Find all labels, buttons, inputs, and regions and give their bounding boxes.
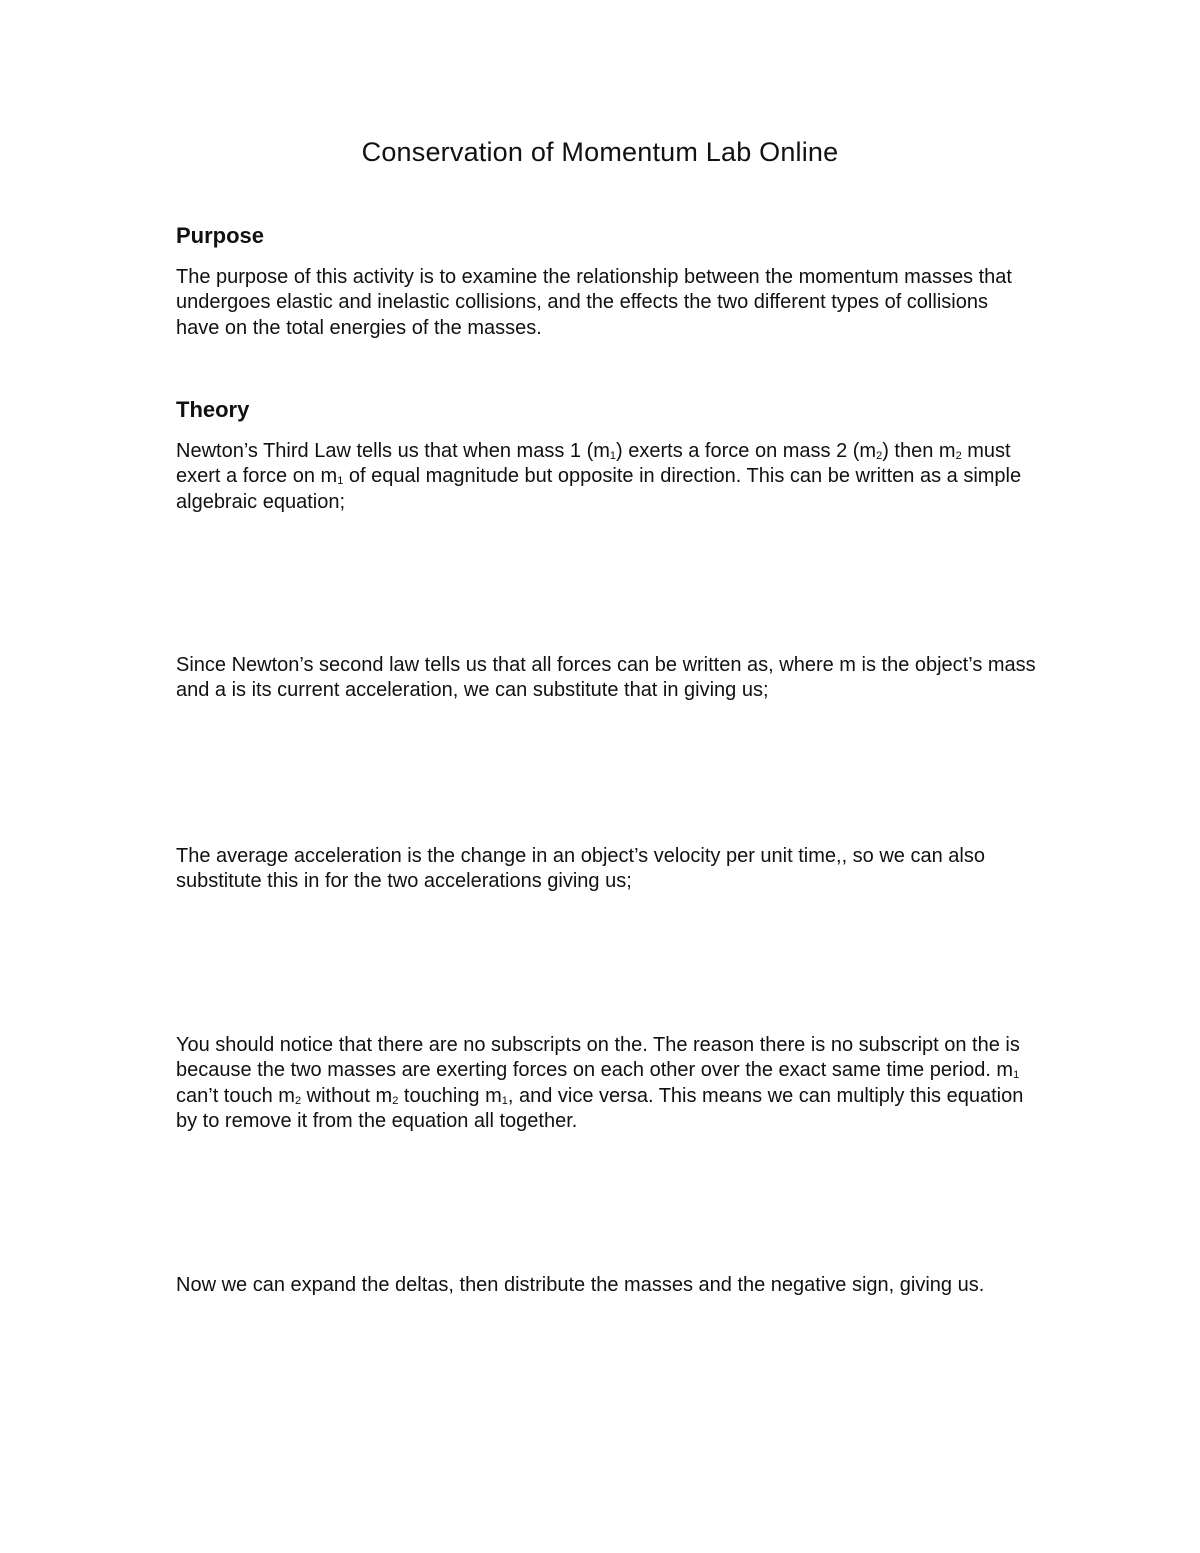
theory-heading: Theory [176,397,250,422]
theory-paragraph-expand: Now we can expand the deltas, then distribute the masses and the negative sign, giving us. [176,1274,985,1296]
theory-paragraph-acceleration: The average acceleration is the change in an object’s velocity per unit time,, so we can also substitute this in for the two accelerations giving us; [176,845,985,893]
text-run: You should notice that there are no subscripts on the. The reason there is no subscript on the is because the two masses are exerting forces on each other over the exact same time period. m [176,1034,1020,1082]
subscript: 2 [294,1094,302,1107]
text-run: can’t touch m [176,1084,295,1107]
purpose-heading: Purpose [176,223,265,248]
text-run: must exert a force on m [176,440,1011,488]
text-run: touching m [398,1084,502,1107]
subscript: 2 [955,450,962,462]
theory-paragraph-third-law [176,439,1036,515]
subscript: 2 [876,450,883,462]
text-run: of equal magnitude but opposite in direction. This can be written as a simple algebraic equation; [176,465,1022,513]
text-run: , and vice versa. This means we can multiply this equation by to remove it from the equation all together. [176,1084,1024,1132]
theory-paragraph-second-law: Since Newton’s second law tells us that all forces can be written as, where m is the object’s mass and a is its current acceleration, we can substitute that in giving us; [176,654,1036,702]
text-run: ) then m [882,440,956,462]
text-run: Newton’s Third Law tells us that when mass 1 (m [176,440,610,462]
subscript: 1 [609,450,617,462]
subscript: 1 [1013,1069,1020,1082]
purpose-paragraph: The purpose of this activity is to examine the relationship between the momentum masses that undergoes elastic and inelastic collisions, and the effects the two different types of collisions have on the total energies of the masses. [176,266,1012,339]
document-title: Conservation of Momentum Lab Online [361,137,839,167]
subscript: 1 [337,475,344,488]
text-run: ) exerts a force on mass 2 (m [616,440,877,462]
text-run: without m [301,1084,393,1107]
subscript: 1 [501,1094,508,1107]
subscript: 2 [392,1094,399,1107]
theory-paragraph-subscripts [176,1033,1036,1134]
